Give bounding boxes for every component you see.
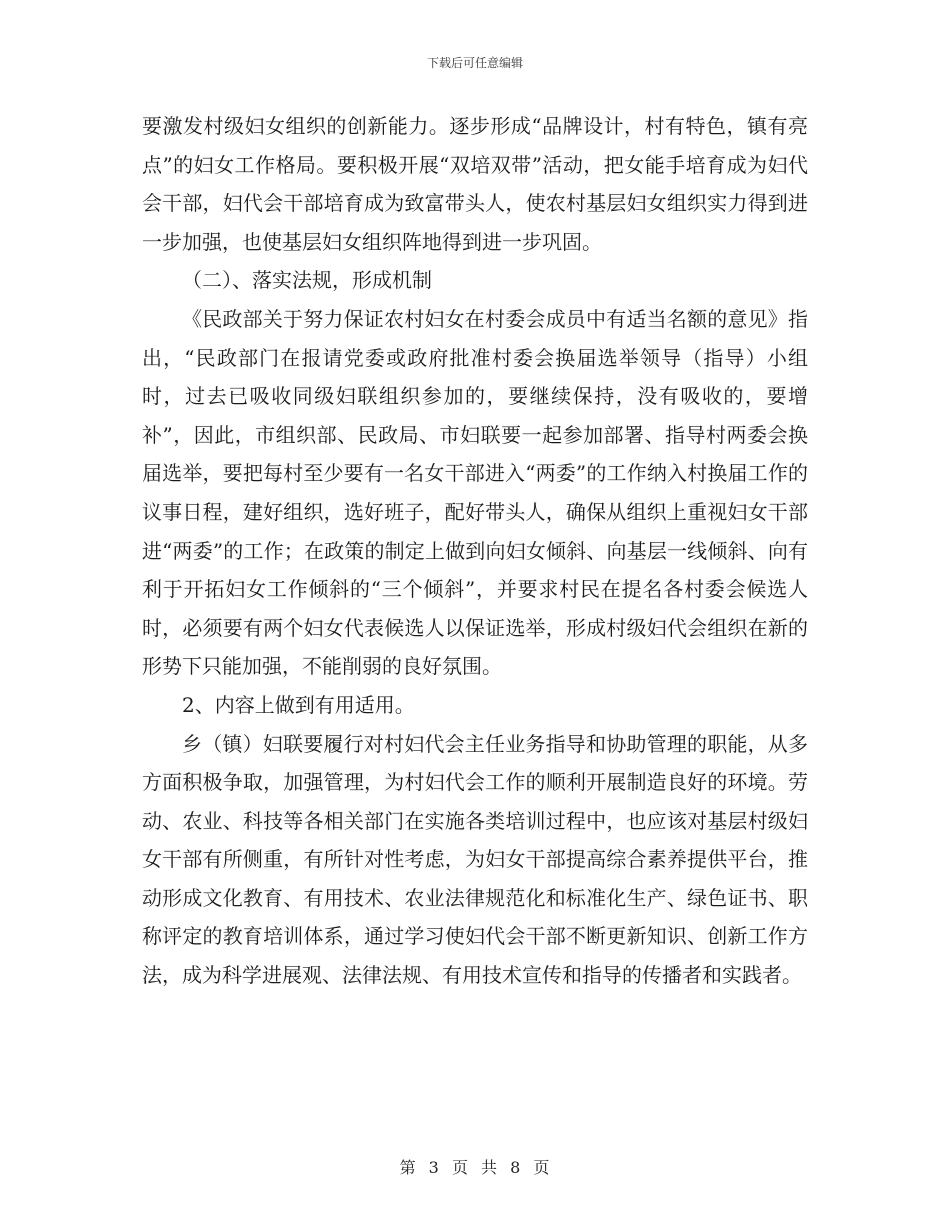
document-body — [142, 107, 808, 995]
page-number: 第 3 页 共 8 页 — [399, 1158, 551, 1177]
paragraph-township-federation: 乡（镇）妇联要履行对村妇代会主任业务指导和协助管理的职能，从多方面积极争取，加强管理，为村妇代会工作的顺利开展制造良好的环境。劳动、农业、科技等各相关部门在实施各类培训过程中，也应该对基层村级妇女干部有所侧重，有所针对性考虑，为妇女干部提高综合素养提供平台，推动形成文化教育、有用技术、农业法律规范化和标准化生产、绿色证书、职称评定的教育培训体系，通过学习使妇代会干部不断更新知识、创新工作方法，成为科学进展观、法律法规、有用技术宣传和指导的传播者和实践者。 — [142, 731, 808, 988]
paragraph-women-org-innovation: 要激发村级妇女组织的创新能力。逐步形成“品牌设计，村有特色，镇有亮点”的妇女工作格局。要积极开展“双培双带”活动，把女能手培育成为妇代会干部，妇代会干部培育成为致富带头人，使农村基层妇女组织实力得到进一步加强，也使基层妇女组织阵地得到进一步巩固。 — [142, 114, 808, 254]
section-heading-regulations: （二）、落实法规，形成机制 — [182, 268, 432, 293]
paragraph-civil-affairs-opinion: 《民政部关于努力保证农村妇女在村委会成员中有适当名额的意见》指出，“民政部门在报请党委或政府批准村委会换届选举领导（指导）小组时，过去已吸收同级妇联组织参加的，要继续保持，没有吸收的，要增补”，因此，市组织部、民政局、市妇联要一起参加部署、指导村两委会换届选举，要把每村至少要有一名女干部进入“两委”的工作纳入村换届工作的议事日程，建好组织，选好班子，配好带头人，确保从组织上重视妇女干部进“两委”的工作；在政策的制定上做到向妇女倾斜、向基层一线倾斜、向有利于开拓妇女工作倾斜的“三个倾斜”，并要求村民在提名各村委会候选人时，必须要有两个妇女代表候选人以保证选举，形成村级妇代会组织在新的形势下只能加强，不能削弱的良好氛围。 — [142, 306, 808, 679]
page-header-note: 下载后可任意编辑 — [426, 56, 523, 70]
section-heading-content-useful: 2、内容上做到有用适用。 — [182, 692, 415, 717]
